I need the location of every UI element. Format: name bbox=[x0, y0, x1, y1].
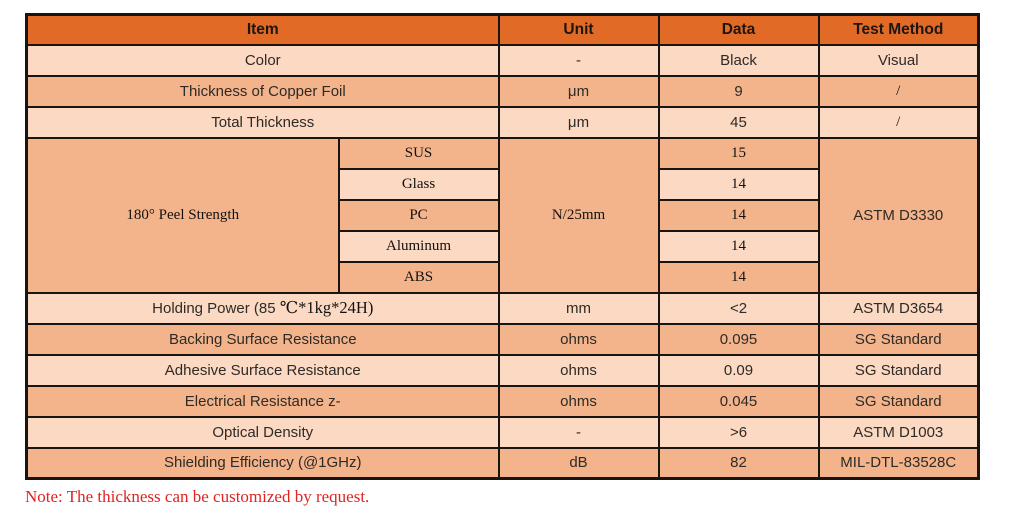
cell-backing-data: 0.095 bbox=[659, 324, 819, 355]
cell-optical-test: ASTM D1003 bbox=[819, 417, 979, 448]
cell-holding-item bbox=[27, 293, 499, 324]
row-optical-density bbox=[27, 417, 979, 448]
cell-shielding-item: Shielding Efficiency (@1GHz) bbox=[27, 448, 499, 479]
cell-holding-unit: mm bbox=[499, 293, 659, 324]
cell-peel-value: 14 bbox=[659, 231, 819, 262]
cell-backing-item: Backing Surface Resistance bbox=[27, 324, 499, 355]
row-electrical-resistance bbox=[27, 386, 979, 417]
cell-electrical-data: 0.045 bbox=[659, 386, 819, 417]
cell-total-unit: μm bbox=[499, 107, 659, 138]
cell-holding-test: ASTM D3654 bbox=[819, 293, 979, 324]
cell-backing-test: SG Standard bbox=[819, 324, 979, 355]
cell-optical-item: Optical Density bbox=[27, 417, 499, 448]
cell-total-test: / bbox=[819, 107, 979, 138]
cell-peel-substrate: ABS bbox=[339, 262, 499, 293]
spec-table bbox=[25, 13, 980, 480]
cell-total-data: 45 bbox=[659, 107, 819, 138]
cell-shielding-data: 82 bbox=[659, 448, 819, 479]
cell-color-data: Black bbox=[659, 45, 819, 76]
cell-electrical-unit: ohms bbox=[499, 386, 659, 417]
cell-peel-substrate: Aluminum bbox=[339, 231, 499, 262]
row-color bbox=[27, 45, 979, 76]
cell-adhesive-test: SG Standard bbox=[819, 355, 979, 386]
row-peel-sus bbox=[27, 138, 979, 169]
cell-adhesive-data: 0.09 bbox=[659, 355, 819, 386]
cell-electrical-item: Electrical Resistance z- bbox=[27, 386, 499, 417]
cell-backing-unit: ohms bbox=[499, 324, 659, 355]
cell-total-item: Total Thickness bbox=[27, 107, 499, 138]
row-total-thickness bbox=[27, 107, 979, 138]
cell-color-test: Visual bbox=[819, 45, 979, 76]
cell-copper-data: 9 bbox=[659, 76, 819, 107]
cell-copper-unit: μm bbox=[499, 76, 659, 107]
footnote: Note: The thickness can be customized by request. bbox=[25, 487, 370, 506]
cell-color-unit: - bbox=[499, 45, 659, 76]
row-adhesive-resistance bbox=[27, 355, 979, 386]
cell-adhesive-unit: ohms bbox=[499, 355, 659, 386]
cell-peel-value: 14 bbox=[659, 169, 819, 200]
cell-holding-data: <2 bbox=[659, 293, 819, 324]
row-holding-power bbox=[27, 293, 979, 324]
cell-adhesive-item: Adhesive Surface Resistance bbox=[27, 355, 499, 386]
cell-peel-substrate: Glass bbox=[339, 169, 499, 200]
cell-copper-item: Thickness of Copper Foil bbox=[27, 76, 499, 107]
cell-peel-value: 15 bbox=[659, 138, 819, 169]
header-data: Data bbox=[659, 15, 819, 45]
holding-label-sans: Holding Power (85 bbox=[152, 300, 280, 317]
cell-peel-substrate: SUS bbox=[339, 138, 499, 169]
cell-peel-test: ASTM D3330 bbox=[819, 138, 979, 293]
cell-shielding-test: MIL-DTL-83528C bbox=[819, 448, 979, 479]
cell-color-item: Color bbox=[27, 45, 499, 76]
cell-peel-unit: N/25mm bbox=[499, 138, 659, 293]
cell-peel-item: 180° Peel Strength bbox=[27, 138, 339, 293]
row-copper-thickness bbox=[27, 76, 979, 107]
header-item: Item bbox=[27, 15, 499, 45]
row-shielding-efficiency bbox=[27, 448, 979, 479]
header-unit: Unit bbox=[499, 15, 659, 45]
holding-label-serif: ℃*1kg*24H) bbox=[279, 298, 374, 317]
cell-peel-value: 14 bbox=[659, 200, 819, 231]
cell-copper-test: / bbox=[819, 76, 979, 107]
cell-optical-data: >6 bbox=[659, 417, 819, 448]
cell-electrical-test: SG Standard bbox=[819, 386, 979, 417]
cell-peel-substrate: PC bbox=[339, 200, 499, 231]
cell-optical-unit: - bbox=[499, 417, 659, 448]
cell-shielding-unit: dB bbox=[499, 448, 659, 479]
header-row bbox=[27, 15, 979, 45]
row-backing-resistance bbox=[27, 324, 979, 355]
cell-peel-value: 14 bbox=[659, 262, 819, 293]
header-test-method: Test Method bbox=[819, 15, 979, 45]
